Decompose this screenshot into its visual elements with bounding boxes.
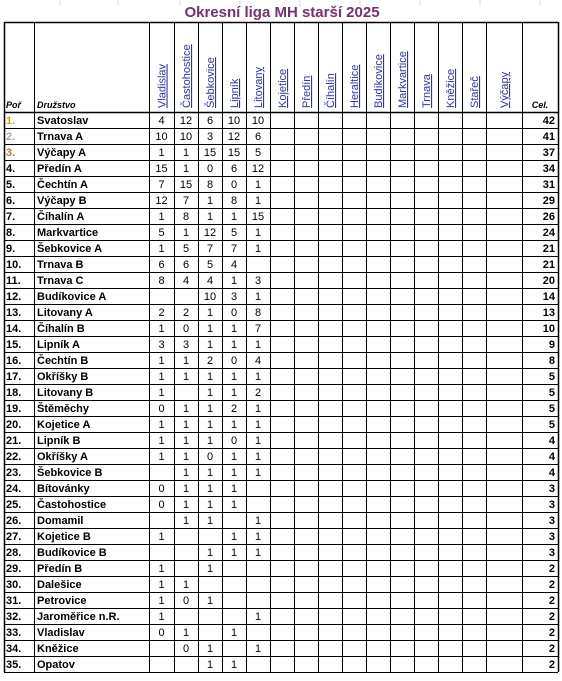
rank-cell: 33. <box>6 627 22 639</box>
score-cell: 10 <box>251 115 265 127</box>
score-cell: 0 <box>158 499 165 511</box>
team-cell: Lipník A <box>37 339 80 351</box>
rank-cell: 21. <box>6 435 22 447</box>
score-cell: 1 <box>206 419 214 431</box>
score-cell: 4 <box>254 355 262 367</box>
score-cell: 8 <box>230 195 238 207</box>
score-cell: 0 <box>230 435 238 447</box>
score-cell: 1 <box>206 643 214 655</box>
score-cell: 3 <box>182 339 190 351</box>
score-cell: 1 <box>206 403 214 415</box>
total-cell: 5 <box>548 371 555 383</box>
score-cell: 1 <box>254 435 262 447</box>
total-cell: 37 <box>542 147 555 159</box>
page-title: Okresní liga MH starší 2025 <box>184 4 380 21</box>
score-cell: 1 <box>158 355 165 367</box>
score-cell: 1 <box>206 595 214 607</box>
team-cell: Kojetice A <box>37 419 91 431</box>
team-cell: Čechtín A <box>37 179 88 191</box>
rank-cell: 10. <box>6 259 22 271</box>
header-total: Cel. <box>531 100 549 110</box>
score-cell: 0 <box>182 595 190 607</box>
total-cell: 13 <box>542 307 555 319</box>
score-cell: 2 <box>254 387 262 399</box>
score-cell: 2 <box>182 307 190 319</box>
score-cell: 1 <box>254 547 262 559</box>
score-cell: 1 <box>158 387 165 399</box>
score-cell: 1 <box>182 371 190 383</box>
score-cell: 3 <box>254 275 262 287</box>
score-cell: 1 <box>182 435 190 447</box>
score-cell: 7 <box>230 243 238 255</box>
total-cell: 3 <box>548 515 555 527</box>
score-cell: 10 <box>155 131 168 143</box>
team-cell: Číhalín B <box>37 323 85 335</box>
total-cell: 31 <box>542 179 555 191</box>
team-cell: Markvartice <box>37 227 99 239</box>
score-cell: 6 <box>254 131 262 143</box>
team-cell: Dalešice <box>37 579 82 591</box>
score-cell: 12 <box>227 131 241 143</box>
total-cell: 2 <box>548 563 555 575</box>
rank-cell: 16. <box>6 355 22 367</box>
score-cell: 1 <box>182 355 190 367</box>
rank-cell: 6. <box>6 195 16 207</box>
score-cell: 1 <box>182 419 190 431</box>
score-cell: 6 <box>182 259 190 271</box>
team-cell: Šebkovice A <box>37 243 103 255</box>
team-cell: Štěměchy <box>37 403 89 415</box>
score-cell: 1 <box>230 387 238 399</box>
score-cell: 0 <box>230 355 238 367</box>
venue-header: Kojetice <box>277 68 289 108</box>
score-cell: 8 <box>158 275 165 287</box>
total-cell: 3 <box>548 483 555 495</box>
rank-cell: 12. <box>6 291 22 303</box>
rank-cell: 15. <box>6 339 22 351</box>
venue-header: Litovany <box>253 67 265 108</box>
score-cell: 1 <box>158 147 165 159</box>
score-cell: 1 <box>158 435 165 447</box>
total-cell: 34 <box>542 163 555 175</box>
total-cell: 4 <box>548 467 555 479</box>
total-cell: 3 <box>548 499 555 511</box>
score-cell: 1 <box>206 387 214 399</box>
score-cell: 1 <box>206 515 214 527</box>
score-cell: 1 <box>158 323 165 335</box>
score-cell: 3 <box>158 339 165 351</box>
score-cell: 1 <box>158 579 165 591</box>
score-cell: 1 <box>254 371 262 383</box>
team-cell: Litovany A <box>37 307 93 319</box>
venue-header: Lipník <box>229 78 241 108</box>
score-cell: 4 <box>230 259 238 271</box>
total-cell: 29 <box>542 195 555 207</box>
total-cell: 14 <box>542 291 555 303</box>
venue-header: Výčapy <box>499 71 511 108</box>
score-cell: 1 <box>230 627 238 639</box>
rank-cell: 22. <box>6 451 22 463</box>
score-cell: 1 <box>158 371 165 383</box>
score-cell: 1 <box>254 227 262 239</box>
score-cell: 1 <box>182 515 190 527</box>
team-cell: Budíkovice A <box>37 291 107 303</box>
score-cell: 1 <box>158 211 165 223</box>
total-cell: 2 <box>548 643 555 655</box>
score-cell: 1 <box>230 467 238 479</box>
score-cell: 15 <box>227 147 241 159</box>
score-cell: 1 <box>182 163 190 175</box>
venue-header: Častohostice <box>181 44 193 108</box>
score-cell: 1 <box>158 243 165 255</box>
score-cell: 1 <box>254 403 262 415</box>
score-cell: 1 <box>206 339 214 351</box>
team-cell: Okříšky B <box>37 371 89 383</box>
score-cell: 7 <box>254 323 262 335</box>
score-cell: 1 <box>182 483 190 495</box>
rank-cell: 29. <box>6 563 22 575</box>
rank-cell: 25. <box>6 499 22 511</box>
rank-cell: 20. <box>6 419 22 431</box>
total-cell: 41 <box>542 131 555 143</box>
score-cell: 1 <box>206 195 214 207</box>
score-cell: 1 <box>206 371 214 383</box>
total-cell: 2 <box>548 611 555 623</box>
venue-header: Číhalín <box>325 73 337 108</box>
score-cell: 4 <box>158 115 165 127</box>
score-cell: 1 <box>230 483 238 495</box>
score-cell: 1 <box>230 659 238 671</box>
score-cell: 1 <box>182 403 190 415</box>
score-cell: 1 <box>230 371 238 383</box>
total-cell: 3 <box>548 531 555 543</box>
rank-cell: 28. <box>6 547 22 559</box>
rank-cell: 34. <box>6 643 22 655</box>
score-cell: 1 <box>254 339 262 351</box>
score-cell: 1 <box>206 499 214 511</box>
team-cell: Vladislav <box>37 627 85 639</box>
score-cell: 8 <box>254 307 262 319</box>
rank-cell: 18. <box>6 387 22 399</box>
team-cell: Číhalín A <box>37 211 85 223</box>
team-cell: Častohostice <box>37 499 107 511</box>
score-cell: 1 <box>182 467 190 479</box>
rank-cell: 19. <box>6 403 22 415</box>
score-cell: 0 <box>230 307 238 319</box>
score-cell: 6 <box>158 259 165 271</box>
score-cell: 1 <box>158 611 165 623</box>
score-cell: 2 <box>158 307 165 319</box>
score-cell: 1 <box>254 291 262 303</box>
venue-header: Šebkovice <box>205 57 217 108</box>
score-cell: 10 <box>227 115 241 127</box>
score-cell: 1 <box>230 339 238 351</box>
score-cell: 5 <box>182 243 190 255</box>
total-cell: 8 <box>548 355 555 367</box>
total-cell: 2 <box>548 595 555 607</box>
team-cell: Domamil <box>37 515 84 527</box>
team-cell: Předín A <box>37 163 82 175</box>
score-cell: 0 <box>206 163 214 175</box>
rank-cell: 13. <box>6 307 22 319</box>
team-cell: Trnava A <box>37 131 84 143</box>
rank-cell: 1. <box>6 115 16 127</box>
rank-cell: 26. <box>6 515 22 527</box>
score-cell: 5 <box>254 147 262 159</box>
rank-cell: 4. <box>6 163 16 175</box>
rank-cell: 27. <box>6 531 22 543</box>
team-cell: Budíkovice B <box>37 547 107 559</box>
score-cell: 12 <box>155 195 168 207</box>
score-cell: 1 <box>254 611 262 623</box>
team-cell: Opatov <box>37 659 75 671</box>
venue-header: Stařeč <box>469 76 481 108</box>
score-cell: 0 <box>158 627 165 639</box>
team-cell: Jaroměřice n.R. <box>37 611 120 623</box>
score-cell: 15 <box>203 147 217 159</box>
score-cell: 1 <box>230 499 238 511</box>
score-cell: 5 <box>158 227 165 239</box>
score-cell: 1 <box>206 323 214 335</box>
score-cell: 1 <box>254 243 262 255</box>
score-cell: 2 <box>206 355 214 367</box>
team-cell: Výčapy A <box>37 147 87 159</box>
score-cell: 2 <box>230 403 238 415</box>
score-cell: 0 <box>158 483 165 495</box>
total-cell: 5 <box>548 387 555 399</box>
score-cell: 1 <box>158 563 165 575</box>
score-cell: 4 <box>206 275 214 287</box>
score-cell: 1 <box>206 211 214 223</box>
score-cell: 10 <box>203 291 217 303</box>
score-cell: 1 <box>158 595 165 607</box>
rank-cell: 5. <box>6 179 16 191</box>
score-cell: 1 <box>230 275 238 287</box>
score-cell: 8 <box>206 179 214 191</box>
score-cell: 1 <box>182 227 190 239</box>
score-cell: 1 <box>254 515 262 527</box>
score-cell: 5 <box>206 259 214 271</box>
total-cell: 42 <box>542 115 555 127</box>
score-cell: 7 <box>182 195 190 207</box>
total-cell: 20 <box>542 275 555 287</box>
score-cell: 1 <box>230 211 238 223</box>
score-cell: 4 <box>182 275 190 287</box>
score-cell: 1 <box>230 451 238 463</box>
score-cell: 0 <box>206 451 214 463</box>
total-cell: 5 <box>548 403 555 415</box>
score-cell: 10 <box>179 131 193 143</box>
total-cell: 10 <box>542 323 555 335</box>
rank-cell: 9. <box>6 243 16 255</box>
score-cell: 8 <box>182 211 190 223</box>
rank-cell: 14. <box>6 323 22 335</box>
total-cell: 4 <box>548 435 555 447</box>
score-cell: 1 <box>206 483 214 495</box>
score-cell: 1 <box>206 659 214 671</box>
team-cell: Petrovice <box>37 595 87 607</box>
score-cell: 15 <box>251 211 265 223</box>
venue-header: Budíkovice <box>373 54 385 108</box>
score-cell: 1 <box>158 531 165 543</box>
rank-cell: 8. <box>6 227 16 239</box>
team-cell: Čechtín B <box>37 355 89 367</box>
team-cell: Svatoslav <box>37 115 89 127</box>
score-cell: 7 <box>206 243 214 255</box>
rank-cell: 35. <box>6 659 22 671</box>
total-cell: 21 <box>542 259 555 271</box>
rank-cell: 24. <box>6 483 22 495</box>
score-cell: 1 <box>254 419 262 431</box>
total-cell: 2 <box>548 579 555 591</box>
team-cell: Trnava B <box>37 259 84 271</box>
score-cell: 1 <box>206 467 214 479</box>
rank-cell: 23. <box>6 467 22 479</box>
team-cell: Kněžice <box>37 643 79 655</box>
total-cell: 26 <box>542 211 555 223</box>
score-cell: 0 <box>182 643 190 655</box>
team-cell: Kojetice B <box>37 531 91 543</box>
score-cell: 1 <box>182 579 190 591</box>
score-cell: 3 <box>206 131 214 143</box>
score-cell: 6 <box>206 115 214 127</box>
score-cell: 1 <box>254 643 262 655</box>
score-cell: 1 <box>182 451 190 463</box>
score-cell: 0 <box>158 403 165 415</box>
total-cell: 2 <box>548 627 555 639</box>
total-cell: 2 <box>548 659 555 671</box>
score-cell: 1 <box>182 627 190 639</box>
score-cell: 1 <box>182 147 190 159</box>
score-cell: 12 <box>251 163 265 175</box>
total-cell: 5 <box>548 419 555 431</box>
score-cell: 1 <box>254 195 262 207</box>
score-cell: 1 <box>206 435 214 447</box>
header-team: Družstvo <box>37 100 76 110</box>
rank-cell: 7. <box>6 211 16 223</box>
score-cell: 1 <box>254 467 262 479</box>
score-cell: 1 <box>206 563 214 575</box>
score-cell: 12 <box>179 115 193 127</box>
team-cell: Okříšky A <box>37 451 88 463</box>
score-cell: 1 <box>230 323 238 335</box>
venue-header: Vladislav <box>156 63 169 108</box>
score-cell: 15 <box>155 163 168 175</box>
team-cell: Litovany B <box>37 387 94 399</box>
venue-header: Trnava <box>421 74 433 108</box>
score-cell: 1 <box>182 499 190 511</box>
score-cell: 1 <box>158 451 165 463</box>
rank-cell: 11. <box>6 275 21 287</box>
rank-cell: 31. <box>6 595 22 607</box>
total-cell: 3 <box>548 547 555 559</box>
rank-cell: 30. <box>6 579 22 591</box>
score-cell: 1 <box>230 419 238 431</box>
team-cell: Bítovánky <box>37 483 90 495</box>
venue-header: Heraltice <box>349 64 361 108</box>
rank-cell: 17. <box>6 371 22 383</box>
score-cell: 0 <box>230 179 238 191</box>
venue-header: Předín <box>301 75 313 108</box>
rank-cell: 2. <box>6 131 16 143</box>
score-cell: 1 <box>254 531 262 543</box>
total-cell: 4 <box>548 451 555 463</box>
header-rank: Poř <box>6 100 22 110</box>
team-cell: Předín B <box>37 563 83 575</box>
score-cell: 0 <box>182 323 190 335</box>
score-cell: 7 <box>158 179 165 191</box>
rank-cell: 3. <box>6 147 16 159</box>
score-cell: 5 <box>230 227 238 239</box>
total-cell: 21 <box>542 243 555 255</box>
rank-cell: 32. <box>6 611 22 623</box>
score-cell: 3 <box>230 291 238 303</box>
total-cell: 9 <box>548 339 555 351</box>
team-cell: Výčapy B <box>37 195 87 207</box>
score-cell: 1 <box>254 451 262 463</box>
score-cell: 1 <box>206 547 214 559</box>
total-cell: 24 <box>542 227 555 239</box>
score-cell: 1 <box>206 307 214 319</box>
team-cell: Trnava C <box>37 275 84 287</box>
venue-header: Markvartice <box>397 51 409 108</box>
score-cell: 1 <box>158 419 165 431</box>
score-cell: 12 <box>203 227 217 239</box>
score-cell: 6 <box>230 163 238 175</box>
score-cell: 1 <box>254 179 262 191</box>
score-cell: 1 <box>230 547 238 559</box>
team-cell: Lipník B <box>37 435 81 447</box>
score-cell: 15 <box>179 179 193 191</box>
score-cell: 1 <box>230 531 238 543</box>
team-cell: Šebkovice B <box>37 467 103 479</box>
venue-header: Kněžice <box>445 68 457 108</box>
